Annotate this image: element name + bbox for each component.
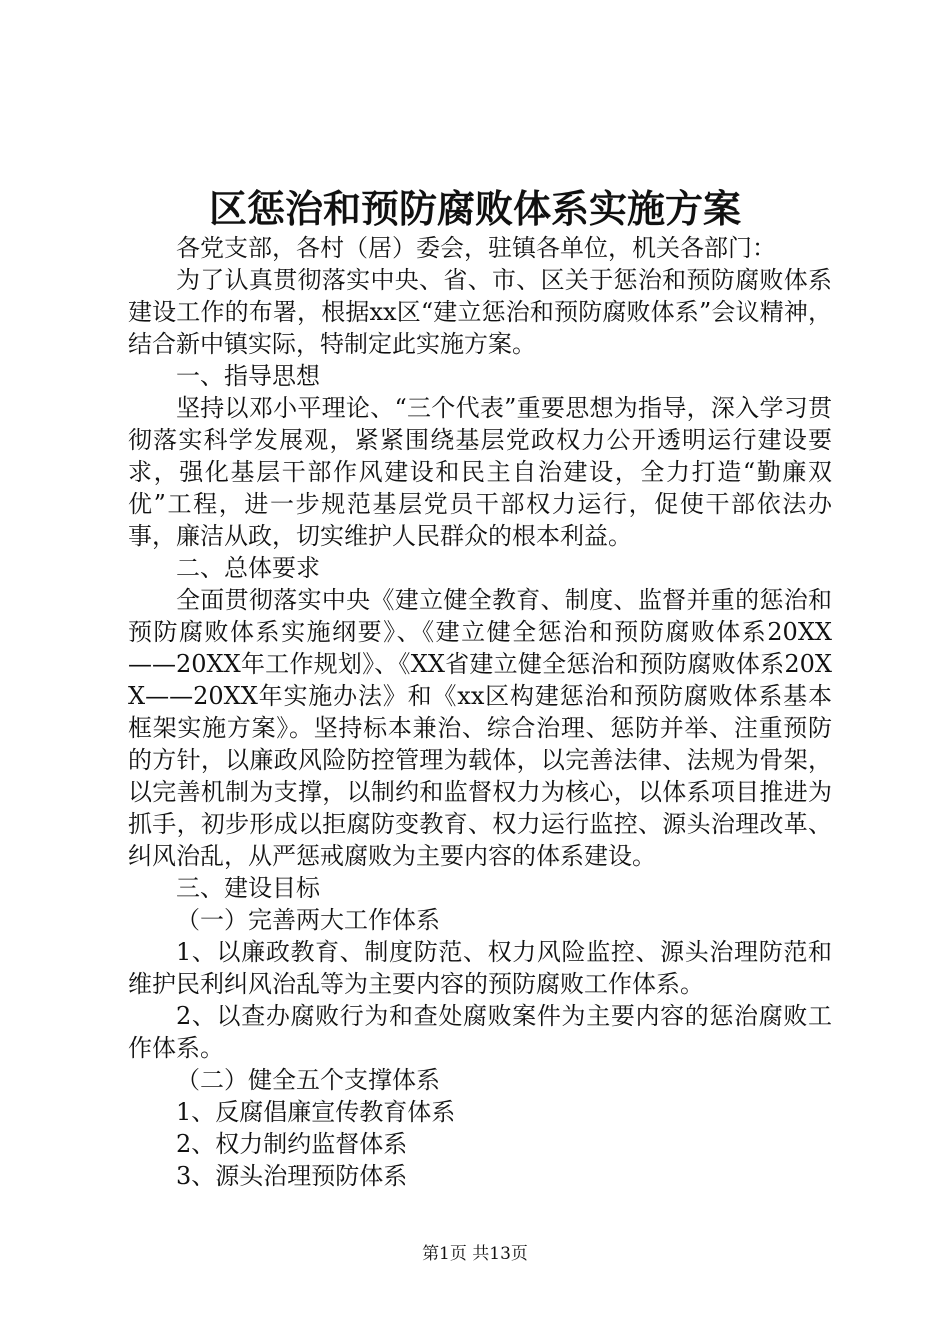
subsection-heading: （一）完善两大工作体系 [176,906,440,934]
list-item: 1、反腐倡廉宣传教育体系 [176,1098,456,1126]
salutation-paragraph: 各党支部，各村（居）委会，驻镇各单位，机关各部门： [176,234,776,262]
subsection-heading: （二）健全五个支撑体系 [176,1066,440,1094]
list-item: 2、权力制约监督体系 [176,1130,408,1158]
section-heading: 一、指导思想 [176,362,320,390]
list-item: 3、源头治理预防体系 [176,1162,408,1190]
section-heading: 二、总体要求 [176,554,320,582]
list-item: 1、以廉政教育、制度防范、权力风险监控、源头治理防范和维护民利纠风治乱等为主要内容的预防腐败工作体系。 [128,938,832,998]
page-number: 第1页 共13页 [422,1244,528,1264]
list-item: 2、以查办腐败行为和查处腐败案件为主要内容的惩治腐败工作体系。 [128,1002,832,1062]
document-body [128,232,832,1192]
guiding-thought-paragraph: 坚持以邓小平理论、“三个代表”重要思想为指导，深入学习贯彻落实科学发展观，紧紧围绕基层党政权力公开透明运行建设要求，强化基层干部作风建设和民主自治建设，全力打造“勤廉双优”工程，进一步规范基层党员干部权力运行，促使干部依法办事，廉洁从政，切实维护人民群众的根本利益。 [128,394,832,550]
general-requirements-paragraph: 全面贯彻落实中央《建立健全教育、制度、监督并重的惩治和预防腐败体系实施纲要》、《建立健全惩治和预防腐败体系20XX——20XX年工作规划》、《XX省建立健全惩治和预防腐败体系20XX——20XX年实施办法》和《xx区构建惩治和预防腐败体系基本框架实施方案》。坚持标本兼治、综合治理、惩防并举、注重预防的方针，以廉政风险防控管理为载体，以完善法律、法规为骨架，以完善机制为支撑，以制约和监督权力为核心，以体系项目推进为抓手，初步形成以拒腐防变教育、权力运行监控、源头治理改革、纠风治乱，从严惩戒腐败为主要内容的体系建设。 [128,586,832,870]
intro-paragraph: 为了认真贯彻落实中央、省、市、区关于惩治和预防腐败体系建设工作的布署，根据xx区“建立惩治和预防腐败体系”会议精神，结合新中镇实际，特制定此实施方案。 [128,266,832,358]
document-title: 区惩治和预防腐败体系实施方案 [208,186,741,231]
section-heading: 三、建设目标 [176,874,320,902]
